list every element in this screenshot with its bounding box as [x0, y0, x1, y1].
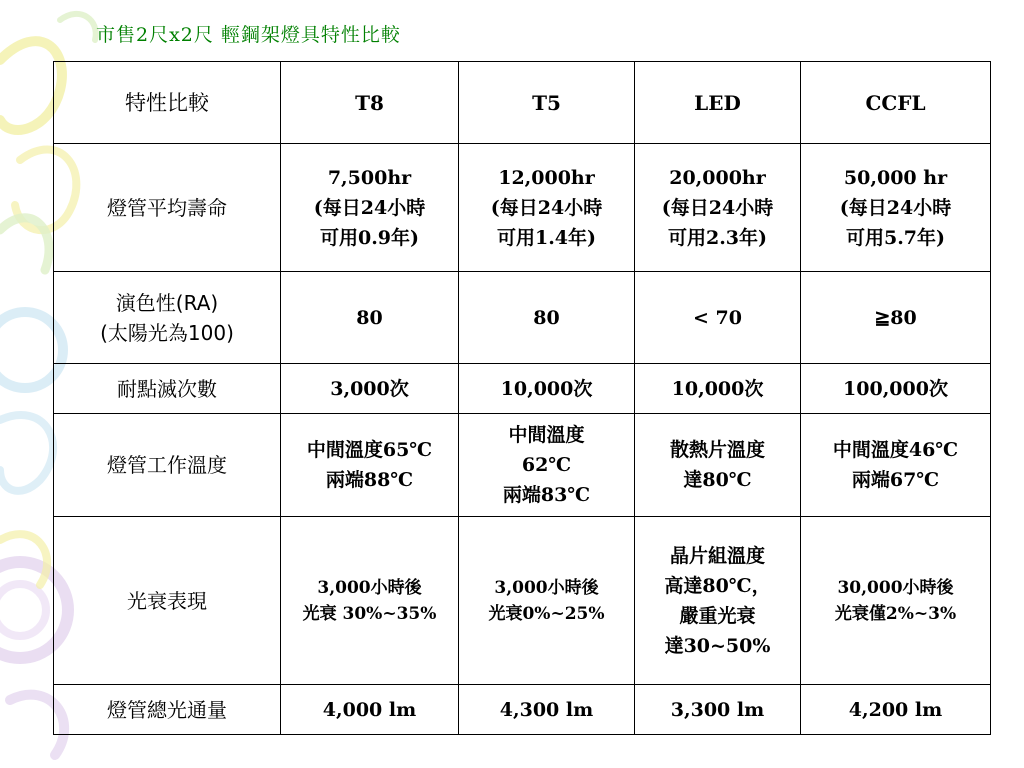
cell-t8	[281, 517, 459, 685]
cell-t5	[459, 414, 635, 517]
row-label-cell	[54, 144, 281, 272]
column-header-ccfl: CCFL	[801, 62, 991, 144]
cell-text: 可用0.9年)	[319, 226, 420, 249]
cell-t5	[459, 364, 635, 414]
cell-text: 50,000 hr	[843, 166, 948, 189]
cell-text: 光衰僅2%~3%	[834, 603, 957, 624]
table-header-row	[54, 62, 991, 144]
cell-t8	[281, 685, 459, 735]
cell-text: 62℃	[521, 454, 572, 476]
cell-text: 30,000小時後	[837, 577, 954, 598]
cell-ccfl	[801, 144, 991, 272]
cell-text: 嚴重光衰	[679, 604, 756, 627]
row-label-text: 光衰表現	[127, 588, 207, 613]
cell-ccfl	[801, 414, 991, 517]
cell-text: 中間溫度	[508, 424, 585, 446]
cell-ccfl	[801, 272, 991, 364]
table-row	[54, 685, 991, 735]
cell-text: 3,300 lm	[670, 698, 765, 721]
row-label-text: (太陽光為100)	[100, 320, 234, 345]
cell-text: 晶片組溫度	[669, 544, 765, 567]
cell-text: 兩端88℃	[325, 469, 414, 491]
cell-led	[635, 364, 801, 414]
cell-t8	[281, 272, 459, 364]
cell-text: 散熱片溫度	[669, 439, 765, 461]
cell-text: 達30~50%	[664, 634, 771, 657]
cell-text: 3,000次	[330, 377, 409, 400]
cell-ccfl	[801, 517, 991, 685]
table-row	[54, 272, 991, 364]
table-corner-cell: 特性比較	[54, 62, 281, 144]
cell-text: 兩端67℃	[851, 469, 940, 491]
cell-t8	[281, 144, 459, 272]
cell-led	[635, 414, 801, 517]
row-label-text: 演色性(RA)	[115, 290, 219, 315]
cell-text: 7,500hr	[327, 166, 412, 189]
cell-text: 達80℃	[683, 469, 752, 491]
row-label-text: 燈管總光通量	[107, 697, 227, 722]
table-row	[54, 144, 991, 272]
cell-text: 中間溫度65℃	[306, 439, 433, 461]
comparison-table	[53, 61, 991, 735]
table-row	[54, 414, 991, 517]
cell-text: 可用1.4年)	[496, 226, 597, 249]
cell-t5	[459, 272, 635, 364]
row-label-cell	[54, 414, 281, 517]
row-label-cell	[54, 517, 281, 685]
slide-title: 市售2尺x2尺 輕鋼架燈具特性比較	[96, 24, 401, 46]
cell-t8	[281, 414, 459, 517]
cell-text: 3,000小時後	[494, 577, 599, 598]
cell-text: (每日24小時	[839, 196, 952, 219]
cell-text: 80	[356, 306, 383, 329]
column-header-t8: T8	[281, 62, 459, 144]
cell-text: 中間溫度46℃	[832, 439, 959, 461]
cell-text: ≧80	[874, 306, 917, 329]
table-row	[54, 517, 991, 685]
cell-ccfl	[801, 364, 991, 414]
cell-text: 12,000hr	[498, 166, 595, 189]
cell-text: 100,000次	[843, 377, 948, 400]
row-label-cell	[54, 364, 281, 414]
cell-ccfl	[801, 685, 991, 735]
cell-text: (每日24小時	[313, 196, 426, 219]
cell-text: (每日24小時	[661, 196, 774, 219]
cell-text: 10,000次	[500, 377, 593, 400]
row-label-text: 燈管平均壽命	[107, 195, 227, 220]
cell-text: 4,000 lm	[322, 698, 417, 721]
cell-text: 可用2.3年)	[667, 226, 768, 249]
cell-t8	[281, 364, 459, 414]
cell-text: 3,000小時後	[317, 577, 422, 598]
cell-text: 4,300 lm	[499, 698, 594, 721]
cell-t5	[459, 685, 635, 735]
cell-text: 光衰 30%~35%	[302, 603, 437, 624]
cell-text: 80	[533, 306, 560, 329]
column-header-led: LED	[635, 62, 801, 144]
cell-led	[635, 272, 801, 364]
cell-text: 10,000次	[671, 377, 764, 400]
cell-text: 可用5.7年)	[845, 226, 946, 249]
cell-text: 高達80℃，	[664, 574, 771, 597]
cell-led	[635, 685, 801, 735]
decor-swirl-blue	[0, 415, 53, 491]
cell-led	[635, 144, 801, 272]
cell-led	[635, 517, 801, 685]
cell-text: 光衰0%~25%	[488, 603, 605, 624]
cell-t5	[459, 517, 635, 685]
cell-text: (每日24小時	[490, 196, 603, 219]
decor-swirl-green-2	[60, 14, 96, 40]
row-label-cell	[54, 685, 281, 735]
row-label-text: 耐點滅次數	[117, 376, 217, 401]
column-header-t5: T5	[459, 62, 635, 144]
row-label-text: 燈管工作溫度	[107, 453, 227, 477]
table-row	[54, 364, 991, 414]
cell-t5	[459, 144, 635, 272]
cell-text: 4,200 lm	[848, 698, 943, 721]
cell-text: 兩端83℃	[502, 484, 591, 506]
cell-text: < 70	[693, 306, 742, 329]
cell-text: 20,000hr	[669, 166, 766, 189]
row-label-cell	[54, 272, 281, 364]
decor-circle-lilac-2	[0, 584, 46, 636]
